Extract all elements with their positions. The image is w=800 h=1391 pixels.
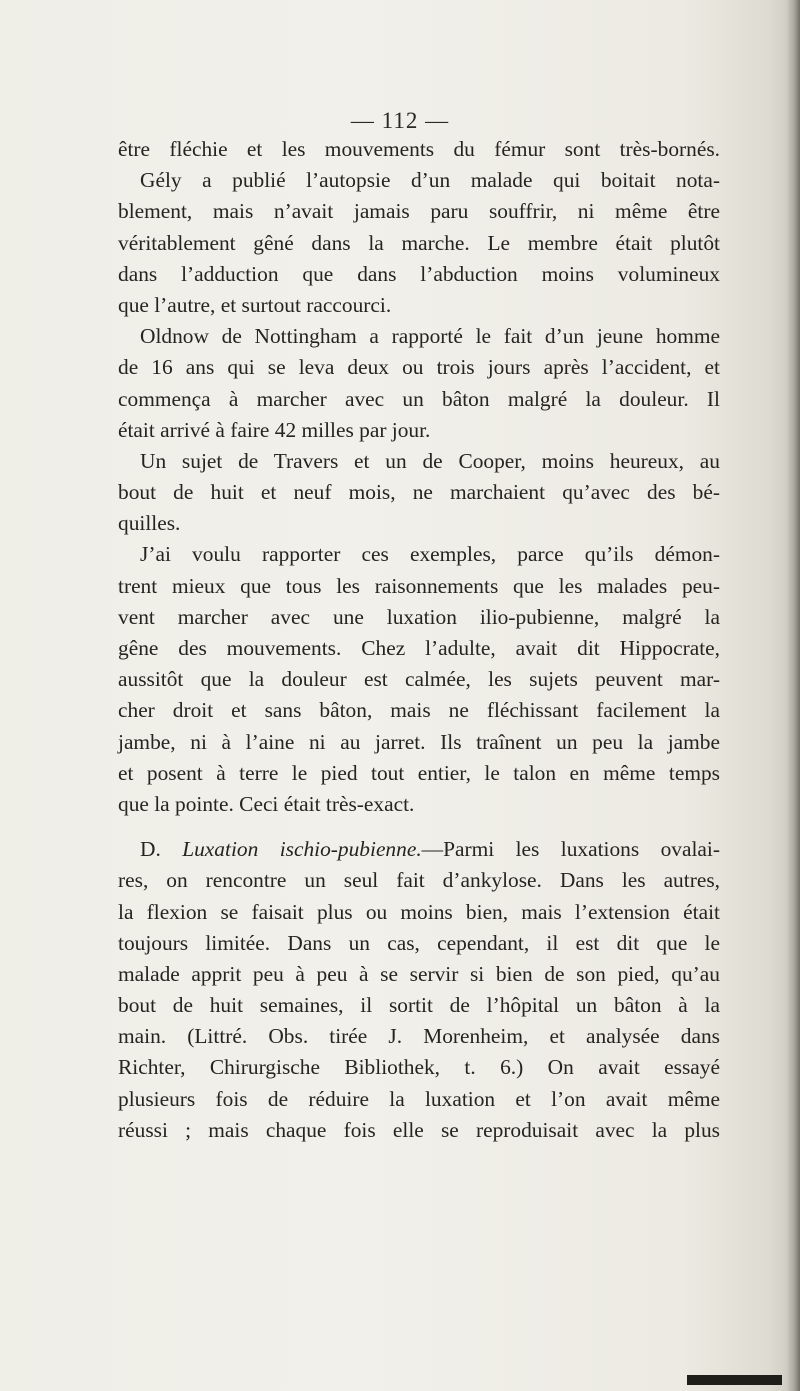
text-line: que l’autre, et surtout raccourci. xyxy=(118,292,392,317)
text-line: réussi ; mais chaque fois elle se reproduisait avec la plus xyxy=(118,1117,720,1142)
text-line: aussitôt que la douleur est calmée, les sujets peuvent mar- xyxy=(118,667,720,692)
text-line: Richter, Chirurgische Bibliothek, t. 6.) On avait essayé xyxy=(118,1055,720,1080)
text-line: malade apprit peu à peu à se servir si bien de son pied, qu’au xyxy=(118,961,720,986)
text-line: blement, mais n’avait jamais paru souffrir, ni même être xyxy=(118,199,720,224)
text-line: la flexion se faisait plus ou moins bien, mais l’extension était xyxy=(118,899,720,924)
text-line: cher droit et sans bâton, mais ne fléchissant facilement la xyxy=(118,698,720,723)
text-line: jambe, ni à l’aine ni au jarret. Ils traînent un peu la jambe xyxy=(118,729,720,754)
text-line: de 16 ans qui se leva deux ou trois jours après l’accident, et xyxy=(118,355,720,380)
text-line: bout de huit semaines, il sortit de l’hôpital un bâton à la xyxy=(118,993,720,1018)
page-number: — 112 — xyxy=(350,108,450,133)
text-line: Gély a publié l’autopsie d’un malade qui boitait nota- xyxy=(140,168,720,193)
section-lines xyxy=(118,865,720,1146)
text-line: être fléchie et les mouvements du fémur sont très-bornés. xyxy=(118,137,720,161)
text-line: commença à marcher avec un bâton malgré la douleur. Il xyxy=(118,386,720,411)
page-edge-shadow xyxy=(786,0,800,1391)
text-line: main. (Littré. Obs. tirée J. Morenheim, et analysée dans xyxy=(118,1024,720,1049)
text-line: que la pointe. Ceci était très-exact. xyxy=(118,791,415,816)
section-gap xyxy=(118,820,720,834)
text-line: et posent à terre le pied tout entier, le talon en même temps xyxy=(118,760,720,785)
text-line: véritablement gêné dans la marche. Le membre était plutôt xyxy=(118,230,720,255)
section-first-line: —Parmi les luxations ovalai- xyxy=(421,837,720,862)
text-line: bout de huit et neuf mois, ne marchaient qu’avec des bé- xyxy=(118,480,720,505)
section-label: D. xyxy=(140,837,161,862)
text-line: plusieurs fois de réduire la luxation et l’on avait même xyxy=(118,1086,720,1111)
section-heading-line xyxy=(118,834,720,865)
text-line: dans l’adduction que dans l’abduction moins volumineux xyxy=(118,261,720,286)
text-line: Un sujet de Travers et un de Cooper, moins heureux, au xyxy=(140,448,720,473)
text-line: était arrivé à faire 42 milles par jour. xyxy=(118,417,431,442)
text-line: Oldnow de Nottingham a rapporté le fait d’un jeune homme xyxy=(140,324,720,349)
text-line: vent marcher avec une luxation ilio-pubienne, malgré la xyxy=(118,604,720,629)
section-ischio-pubienne xyxy=(118,834,720,1146)
text-line: J’ai voulu rapporter ces exemples, parce qu’ils démon- xyxy=(140,542,720,567)
scan-artifact-bar xyxy=(687,1375,782,1385)
text-line: quilles. xyxy=(118,511,181,536)
paragraph-lines xyxy=(118,134,720,820)
text-line: toujours limitée. Dans un cas, cependant, il est dit que le xyxy=(118,930,720,955)
text-line: trent mieux que tous les raisonnements que les malades peu- xyxy=(118,573,720,598)
section-title: Luxation ischio-pubienne. xyxy=(182,837,422,862)
body-text xyxy=(118,134,720,1146)
text-line: gêne des mouvements. Chez l’adulte, avait dit Hippocrate, xyxy=(118,636,720,660)
text-line: res, on rencontre un seul fait d’ankylose. Dans les autres, xyxy=(118,868,720,893)
